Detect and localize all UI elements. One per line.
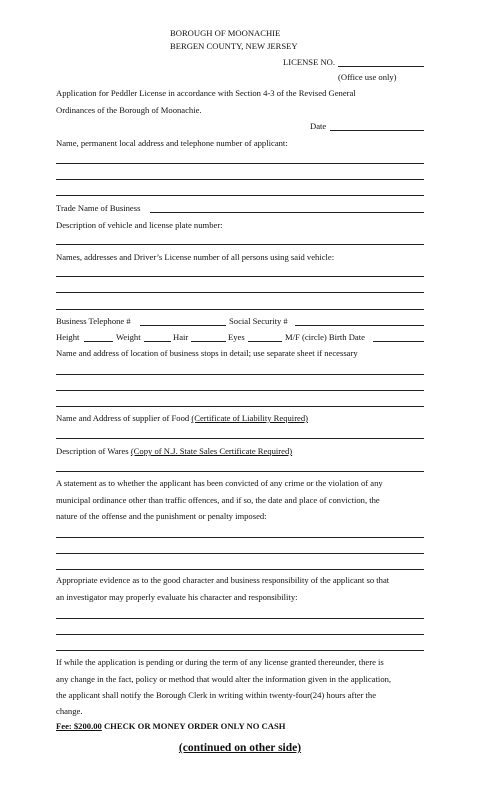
weight-label: Weight — [116, 332, 141, 342]
statement-line-a[interactable] — [56, 537, 424, 538]
business-phone-field[interactable] — [140, 325, 226, 326]
office-use-note: (Office use only) — [338, 72, 397, 82]
fee-amount: Fee: $200.00 — [56, 721, 102, 731]
intro-line-1: Application for Peddler License in accordance with Section 4-3 of the Revised General — [56, 88, 356, 98]
applicant-line-1[interactable] — [56, 163, 424, 164]
stops-line-2[interactable] — [56, 390, 424, 391]
supplier-line-1[interactable] — [56, 438, 424, 439]
license-no-field[interactable] — [338, 66, 424, 67]
statement-line-b[interactable] — [56, 553, 424, 554]
evidence-line-1: Appropriate evidence as to the good character and business responsibility of the applicant so that — [56, 575, 390, 585]
eyes-field[interactable] — [248, 341, 282, 342]
date-label: Date — [310, 121, 327, 131]
evidence-line-b[interactable] — [56, 634, 424, 635]
business-phone-label: Business Telephone # — [56, 316, 131, 326]
evidence-line-c[interactable] — [56, 650, 424, 651]
height-label: Height — [56, 332, 80, 342]
hair-label: Hair — [173, 332, 189, 342]
wares-line-1[interactable] — [56, 471, 424, 472]
supplier-label: Name and Address of supplier of Food (Certificate of Liability Required) — [56, 413, 309, 423]
supplier-note: (Certificate of Liability Required) — [191, 413, 309, 423]
wares-label: Description of Wares (Copy of N.J. State Sales Certificate Required) — [56, 446, 293, 456]
wares-note: (Copy of N.J. State Sales Certificate Required) — [130, 446, 293, 456]
change-line-1: If while the application is pending or during the term of any license granted thereunder, there is — [56, 657, 384, 667]
vehicle-line-1[interactable] — [56, 244, 424, 245]
change-line-3: the applicant shall notify the Borough Clerk in writing within twenty-four(24) hours after the — [56, 690, 377, 700]
persons-line-2[interactable] — [56, 292, 424, 293]
license-no-label: LICENSE NO. — [283, 57, 336, 67]
birth-date-field[interactable] — [373, 341, 424, 342]
persons-line-3[interactable] — [56, 309, 424, 310]
stops-label: Name and address of location of business stops in detail; use separate sheet if necessary — [56, 348, 358, 358]
statement-line-c[interactable] — [56, 569, 424, 570]
mf-birth-date-label: M/F (circle) Birth Date — [285, 332, 365, 342]
continued-note: (continued on other side) — [178, 742, 302, 754]
date-field[interactable] — [330, 130, 424, 131]
fee-terms: CHECK OR MONEY ORDER ONLY NO CASH — [101, 721, 286, 731]
change-line-4: change. — [56, 706, 83, 716]
stops-line-3[interactable] — [56, 406, 424, 407]
change-line-2: any change in the fact, policy or method that would alter the information given in the application, — [56, 674, 392, 684]
hair-field[interactable] — [191, 341, 226, 342]
county-state: BERGEN COUNTY, NEW JERSEY — [170, 41, 298, 51]
weight-field[interactable] — [144, 341, 171, 342]
intro-line-2: Ordinances of the Borough of Moonachie. — [56, 105, 202, 115]
social-security-field[interactable] — [295, 325, 424, 326]
height-field[interactable] — [84, 341, 113, 342]
trade-name-label: Trade Name of Business — [56, 203, 141, 213]
trade-name-field[interactable] — [150, 212, 424, 213]
applicant-line-2[interactable] — [56, 179, 424, 180]
statement-line-3: nature of the offense and the punishment or penalty imposed: — [56, 511, 267, 521]
persons-label: Names, addresses and Driver’s License number of all persons using said vehicle: — [56, 252, 335, 262]
statement-line-2: municipal ordinance other than traffic offences, and if so, the date and place of conviction, the — [56, 495, 380, 505]
evidence-line-2: an investigator may properly evaluate his character and responsibility: — [56, 592, 298, 602]
stops-line-1[interactable] — [56, 374, 424, 375]
social-security-label: Social Security # — [229, 316, 288, 326]
eyes-label: Eyes — [228, 332, 245, 342]
statement-line-1: A statement as to whether the applicant has been convicted of any crime or the violation of any — [56, 478, 383, 488]
persons-line-1[interactable] — [56, 276, 424, 277]
fee-line — [56, 722, 285, 731]
vehicle-label: Description of vehicle and license plate number: — [56, 220, 223, 230]
applicant-label: Name, permanent local address and telephone number of applicant: — [56, 138, 288, 148]
applicant-line-3[interactable] — [56, 195, 424, 196]
evidence-line-a[interactable] — [56, 618, 424, 619]
borough-name: BOROUGH OF MOONACHIE — [170, 28, 281, 38]
